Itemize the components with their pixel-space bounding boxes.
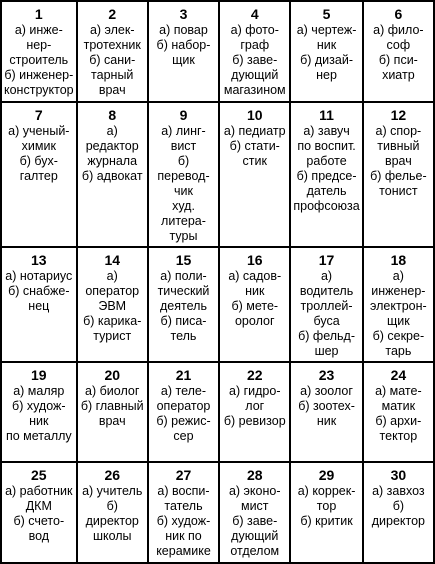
cell-number: 10 bbox=[246, 106, 263, 123]
cell-text: а) садов- ник б) мете- оролог bbox=[228, 268, 282, 328]
grid-cell bbox=[78, 103, 149, 248]
cell-text: а) завуч по воспит. работе б) предсе- датель профсоюза bbox=[293, 123, 360, 213]
cell-number: 5 bbox=[322, 6, 331, 22]
grid-cell bbox=[149, 2, 220, 103]
grid-cell bbox=[2, 363, 78, 464]
cell-number: 6 bbox=[394, 6, 403, 22]
grid-cell bbox=[291, 2, 363, 103]
grid-cell bbox=[364, 248, 435, 363]
cell-text: а) завхоз б) директор bbox=[371, 484, 425, 529]
cell-number: 9 bbox=[179, 106, 188, 123]
grid-cell bbox=[220, 248, 291, 363]
cell-number: 25 bbox=[31, 467, 47, 484]
cell-number: 11 bbox=[319, 106, 334, 123]
cell-number: 23 bbox=[318, 366, 335, 383]
cell-text: а) инже- нер- строитель б) инженер- конструктор bbox=[4, 23, 74, 97]
cell-number: 14 bbox=[104, 251, 121, 268]
grid-cell bbox=[220, 2, 291, 103]
cell-text: а) зоолог б) зоотех- ник bbox=[298, 383, 355, 428]
grid-cell bbox=[291, 103, 363, 248]
cell-number: 12 bbox=[390, 106, 407, 123]
grid-cell bbox=[291, 463, 363, 564]
grid-cell bbox=[364, 2, 435, 103]
grid-cell bbox=[149, 363, 220, 464]
cell-text: а) линг- вист б) перевод- чик худ. литера- туры bbox=[157, 123, 210, 243]
grid-cell bbox=[149, 103, 220, 248]
cell-text: а) педиатр б) стати- стик bbox=[223, 123, 286, 168]
cell-number: 16 bbox=[246, 251, 263, 268]
grid-cell bbox=[78, 463, 149, 564]
cell-text: а) маляр б) худож- ник по металлу bbox=[5, 383, 72, 443]
grid-cell bbox=[291, 248, 363, 363]
cell-text: а) фото- граф б) заве- дующий магазином bbox=[223, 23, 286, 97]
grid-cell bbox=[291, 363, 363, 464]
cell-number: 18 bbox=[390, 251, 407, 268]
cell-number: 1 bbox=[34, 6, 43, 22]
cell-number: 8 bbox=[108, 106, 117, 123]
cell-text: а) биолог б) главный врач bbox=[80, 383, 144, 428]
cell-text: а) редактор журнала б) адвокат bbox=[81, 123, 143, 183]
cell-text: а) элек- тротехник б) сани- тарный врач bbox=[83, 23, 141, 97]
grid-cell bbox=[78, 363, 149, 464]
cell-text: а) чертеж- ник б) дизай- нер bbox=[296, 23, 357, 82]
cell-text: а) нотариус б) снабже- нец bbox=[5, 268, 73, 313]
cell-text: а) мате- матик б) архи- тектор bbox=[375, 383, 422, 443]
cell-text: а) водитель троллей- буса б) фельд- шер bbox=[298, 268, 355, 358]
cell-number: 7 bbox=[34, 106, 43, 123]
grid-cell bbox=[2, 2, 78, 103]
cell-text: а) теле- оператор б) режис- сер bbox=[156, 383, 211, 443]
cell-number: 3 bbox=[179, 6, 188, 22]
cell-number: 27 bbox=[175, 467, 192, 484]
grid-cell bbox=[2, 463, 78, 564]
grid-cell bbox=[220, 103, 291, 248]
cell-number: 22 bbox=[246, 366, 263, 383]
cell-number: 30 bbox=[390, 467, 407, 484]
cell-number: 29 bbox=[318, 467, 335, 484]
cell-text: а) эконо- мист б) заве- дующий отделом bbox=[228, 484, 281, 559]
grid-cell bbox=[2, 248, 78, 363]
grid-cell bbox=[220, 463, 291, 564]
grid-cell bbox=[364, 363, 435, 464]
cell-text: а) коррек- тор б) критик bbox=[297, 484, 356, 529]
grid-cell bbox=[364, 103, 435, 248]
cell-text: а) гидро- лог б) ревизор bbox=[223, 383, 286, 428]
grid-cell bbox=[2, 103, 78, 248]
cell-number: 24 bbox=[390, 366, 407, 383]
cell-text: а) инженер- электрон- щик б) секре- тарь bbox=[370, 268, 427, 358]
cell-number: 21 bbox=[175, 366, 192, 383]
cell-number: 28 bbox=[246, 467, 263, 484]
grid-cell bbox=[220, 363, 291, 464]
cell-text: а) спор- тивный врач б) фелье- тонист bbox=[370, 123, 427, 198]
cell-text: а) повар б) набор- щик bbox=[156, 23, 211, 67]
cell-number: 2 bbox=[108, 6, 117, 22]
cell-text: а) фило- соф б) пси- хиатр bbox=[373, 23, 424, 82]
cell-number: 19 bbox=[31, 366, 47, 383]
grid-cell bbox=[78, 248, 149, 363]
cell-number: 20 bbox=[104, 366, 121, 383]
cell-text: а) работник ДКМ б) счето- вод bbox=[5, 484, 73, 544]
grid-cell bbox=[149, 248, 220, 363]
cell-number: 4 bbox=[250, 6, 259, 22]
cell-text: а) воспи- татель б) худож- ник по керамике bbox=[156, 484, 211, 559]
cell-number: 26 bbox=[104, 467, 121, 484]
cell-number: 17 bbox=[318, 251, 335, 268]
cell-text: а) поли- тический деятель б) писа- тель bbox=[157, 268, 210, 343]
cell-number: 13 bbox=[31, 251, 47, 268]
cell-text: а) ученый- химик б) бух- галтер bbox=[8, 123, 70, 183]
cell-text: а) оператор ЭВМ б) карика- турист bbox=[83, 268, 142, 343]
cell-text: а) учитель б) директор школы bbox=[82, 484, 143, 544]
grid-cell bbox=[364, 463, 435, 564]
grid-cell bbox=[78, 2, 149, 103]
cell-number: 15 bbox=[175, 251, 192, 268]
grid-cell bbox=[149, 463, 220, 564]
